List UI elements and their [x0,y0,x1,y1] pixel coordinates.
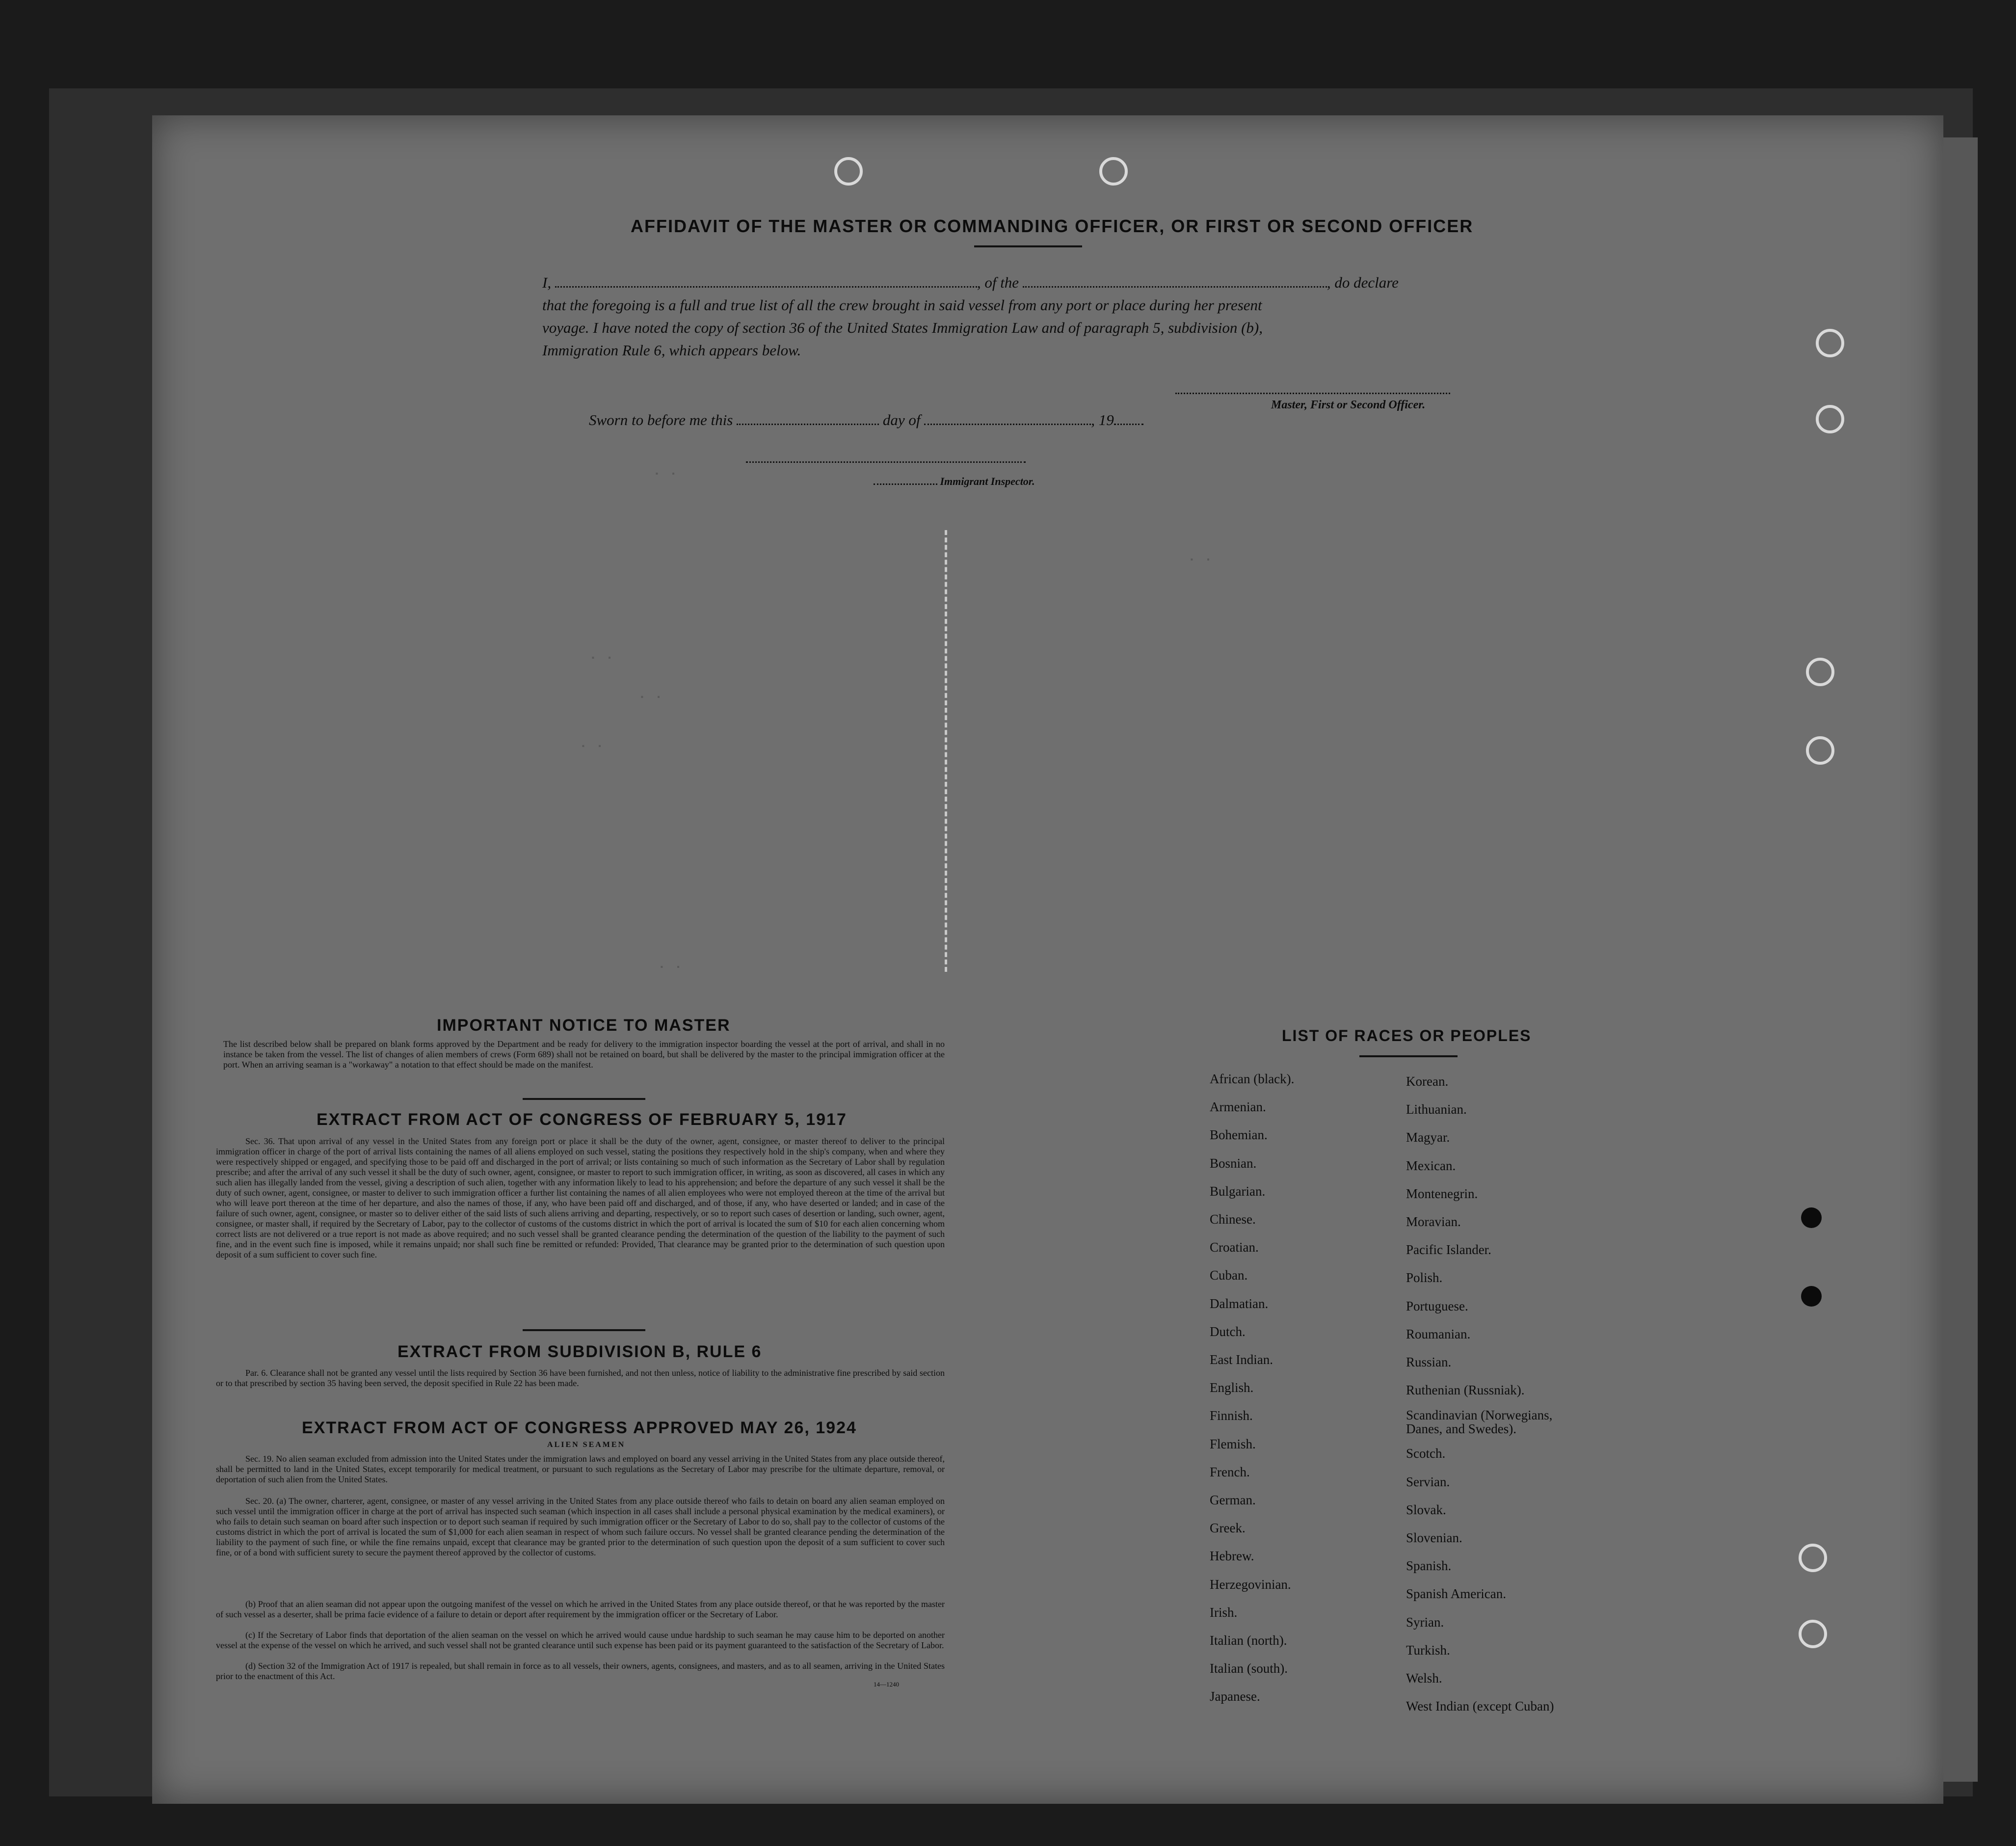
sworn-day-field[interactable] [737,424,879,425]
officer-name-field[interactable] [555,286,977,288]
i-label: I, [542,274,552,291]
race-item: Finnish. [1210,1408,1253,1423]
punched-hole [1801,1286,1822,1307]
form-number: 14—1240 [874,1681,899,1688]
inspector-signature-field[interactable] [746,461,1026,463]
extract-1924-title: EXTRACT FROM ACT OF CONGRESS APPROVED MAY 26, 1924 [302,1418,857,1437]
extract-1924-sec20a: Sec. 20. (a) The owner, charterer, agent, consignee, or master of any vessel arriving in the United States from any place outside thereof who fails to detain on board any alien seaman employed on such vessel until the immigration officer in charge at the port of arrival has inspected such seaman (which inspection in all cases shall include a personal physical examination by the medical examiners), or who fails to detain such seaman on board after such inspection or to deport such seaman if required by such immigration officer or the Secretary of Labor to do so, shall pay to the collector of customs of the customs district in which the port of arrival is located the sum of $1,000 for each alien seaman in respect of whom such failure occurs. No vessel shall be granted clearance pending the determination of the liability to the payment of such fine, or while the fine remains unpaid, except that clearance may be granted prior to the determination of such question upon the deposit of a sum sufficient to cover such fine, or of a bond with sufficient surety to secure the payment thereof approved by the collector of customs. [216,1496,945,1557]
race-item: Italian (north). [1210,1633,1287,1648]
master-signature-field[interactable] [1175,393,1450,394]
master-signature-label: Master, First or Second Officer. [1271,399,1426,411]
race-item: Polish. [1406,1270,1443,1285]
bleed-through-mark: . . [1188,550,1213,565]
race-item: Roumanian. [1406,1326,1471,1341]
race-item: Welsh. [1406,1671,1442,1686]
notice-text: The list described below shall be prepared on blank forms approved by the Department and be ready for delivery to the immigration inspector boarding the vessel at the port of arrival, and shall in no instance be taken from the vessel. The list of changes of alien members of crews (Form 689) shall not be retained on board, but shall be delivered by the master to the principal immigration officer at the port. When an arriving seaman is a "workaway" a notation to that effect should be made on the manifest. [223,1039,945,1070]
extract-1924-sec20c: (c) If the Secretary of Labor finds that deportation of the alien seaman on the vessel on which he arrived would cause undue hardship to such seaman he may cause him to be deported on another vessel at the expense of the vessel on which he arrived, and such vessel shall not be granted clearance until such expense has been paid or its payment guaranteed to the satisfaction of the Secretary of Labor. [216,1630,945,1650]
inspector-label: Immigrant Inspector. [940,475,1035,487]
races-title-rule [1359,1055,1458,1057]
extract-1924-sec19: Sec. 19. No alien seaman excluded from admission into the United States under the immigration laws and employed on board any vessel arriving in the United States from any place outside thereof, shall be permitted to land in the United States, except temporarily for medical treatment, or pursuant to such regulations as the Secretary of Labor may prescribe for the ultimate departure, removal, or deportation of such alien from the United States. [216,1454,945,1484]
race-item: Scotch. [1406,1446,1446,1461]
race-item: Herzegovinian. [1210,1577,1291,1592]
sworn-line [589,411,1143,429]
race-item: Turkish. [1406,1642,1450,1658]
affidavit-body-line: voyage. I have noted the copy of section 36 of the United States Immigration Law and of paragraph 5, subdivision (b), [542,319,1263,336]
race-item: Irish. [1210,1605,1238,1620]
binder-hole [1806,736,1834,765]
race-item: Montenegrin. [1406,1186,1478,1201]
race-item: Spanish. [1406,1558,1452,1574]
declaration-line [542,274,1499,292]
inspector-line [874,475,1035,488]
races-right-column [1406,1068,1568,1720]
race-item: German. [1210,1493,1256,1508]
sworn-year-field[interactable] [1114,424,1143,425]
punched-hole [1801,1207,1822,1228]
bleed-through-mark: . . [658,957,683,972]
bleed-through-mark: . . [589,648,614,663]
section-rule [523,1329,645,1331]
binder-hole [1816,405,1844,433]
race-item: Dutch. [1210,1324,1246,1339]
race-item: Slovenian. [1406,1530,1462,1546]
race-item: Croatian. [1210,1240,1259,1255]
races-left-column [1210,1065,1294,1711]
binder-hole [1799,1544,1827,1572]
race-item: Italian (south). [1210,1661,1288,1676]
race-item: Servian. [1406,1474,1450,1489]
race-item: Portuguese. [1406,1298,1468,1313]
race-item: Hebrew. [1210,1549,1254,1564]
race-item: Spanish American. [1406,1586,1506,1602]
affidavit-body-line: Immigration Rule 6, which appears below. [542,342,801,359]
race-item: Bulgarian. [1210,1183,1266,1199]
sworn-month-field[interactable] [924,424,1091,425]
race-item: English. [1210,1380,1254,1395]
extract-1917-text: Sec. 36. That upon arrival of any vessel in the United States from any foreign port or place it shall be the duty of the owner, agent, consignee, or master thereof to deliver to the principal immigration officer in charge of the port of arrival lists containing the names of all aliens employed on such vessel, stating the positions they respectively hold in the ship's company, when and where they were respectively shipped or engaged, and specifying those to be paid off and discharged in the port of arrival; or lists containing so much of such information as the Secretary of Labor shall by regulation prescribe; and after the arrival of any such vessel it shall be the duty of such owner, agent, consignee, or master to report to such immigration officer, in writing, as soon as discovered, all cases in which any such alien has illegally landed from the vessel, giving a description of such alien, together with any information likely to lead to his apprehension; and before the departure of any such vessel it shall be the duty of such owner, agent, consignee, or master to deliver to such immigration officer a further list containing the names of all alien employees who were not employed thereon at the time of the arrival but who will leave port thereon at the time of her departure, and also the names of those, if any, who have been paid off and discharged, and of those, if any, who have deserted or landed; and in case of the failure of such owner, agent, consignee, or master so to deliver either of the said lists of such aliens arriving and departing, respectively, or so to report such cases of desertion or landing, such owner, agent, consignee, or master shall, if required by the Secretary of Labor, pay to the collector of customs of the customs district in which the port of arrival is located the sum of $10 for each alien concerning whom correct lists are not delivered or a true report is not made as above required; and no such vessel shall be granted clearance pending the determination of the question of the liability to the payment of such fine, and in the event such fine is imposed, while it remains unpaid; nor shall such fine be remitted or refunded: Provided, That clearance may be granted prior to the determination of such question upon deposit of a sum sufficient to cover such fine. [216,1136,945,1259]
races-title: LIST OF RACES OR PEOPLES [1282,1027,1532,1044]
race-item: Pacific Islander. [1406,1242,1491,1257]
affidavit-body-line: that the foregoing is a full and true list of all the crew brought in said vessel from any port or place during her present [542,296,1262,314]
race-item: French. [1210,1464,1250,1479]
race-item: Lithuanian. [1406,1102,1467,1117]
bleed-through-mark: . . [653,464,678,479]
race-item: West Indian (except Cuban) [1406,1699,1554,1714]
race-item: Bohemian. [1210,1127,1268,1143]
extract-1924-subtitle: ALIEN SEAMEN [547,1441,626,1449]
extract-1924-sec20b: (b) Proof that an alien seaman did not appear upon the outgoing manifest of the vessel on which he arrived in the United States from any place outside thereof, or that he was reported by the master of such vessel as a deserter, shall be prima facie evidence of a failure to detain or deport after requirement by the immigration officer or the Secretary of Labor. [216,1599,945,1619]
race-item: Bosnian. [1210,1155,1257,1171]
race-item: Cuban. [1210,1268,1248,1283]
race-item: Ruthenian (Russniak). [1406,1383,1525,1398]
sworn-label: Sworn to before me this [589,411,733,428]
race-item: Scandinavian (Norwegians, Danes, and Swedes). [1406,1408,1553,1437]
race-item: Japanese. [1210,1689,1260,1704]
year-prefix-label: , 19 [1091,411,1114,428]
race-item: African (black). [1210,1071,1295,1086]
extract-rule6-text: Par. 6. Clearance shall not be granted any vessel until the lists required by Section 36 have been furnished, and not then unless, notice of liability to the administrative fine prescribed by said section or to that prescribed by section 35 having been served, the deposit specified in Rule 22 has been made. [216,1368,945,1388]
bleed-through-mark: . . [638,687,663,702]
inspector-dots [874,483,937,485]
affidavit-title: AFFIDAVIT OF THE MASTER OR COMMANDING OFFICER, OR FIRST OR SECOND OFFICER [631,216,1474,236]
do-declare-label: , do declare [1326,274,1399,291]
day-of-label: day of [882,411,921,428]
race-item: Armenian. [1210,1099,1266,1115]
extract-1924-sec20d: (d) Section 32 of the Immigration Act of 1917 is repealed, but shall remain in force as to all vessels, their owners, agents, consignees, and masters, and as to all seamen, arriving in the United States prior to the enactment of this Act. [216,1661,945,1681]
race-item: Dalmatian. [1210,1296,1269,1311]
race-item: Flemish. [1210,1436,1256,1451]
extract-rule6-title: EXTRACT FROM SUBDIVISION B, RULE 6 [398,1342,762,1361]
race-item: Russian. [1406,1355,1452,1370]
bleed-through-dashed-line [945,530,947,972]
binder-hole [1806,658,1834,686]
title-rule [974,245,1082,247]
extract-1917-title: EXTRACT FROM ACT OF CONGRESS OF FEBRUARY 5, 1917 [317,1110,847,1129]
race-item: Korean. [1406,1074,1449,1089]
bleed-through-mark: . . [579,736,604,751]
race-item: Moravian. [1406,1214,1461,1230]
notice-title: IMPORTANT NOTICE TO MASTER [437,1016,731,1035]
race-item: Slovak. [1406,1502,1446,1517]
binder-hole [1816,329,1844,357]
race-item: Mexican. [1406,1158,1456,1173]
race-item: Syrian. [1406,1614,1444,1630]
binder-hole [834,157,863,186]
vessel-name-field[interactable] [1023,286,1327,288]
race-item: Greek. [1210,1521,1246,1536]
race-item: Magyar. [1406,1130,1450,1145]
of-the-label: , of the [977,274,1019,291]
race-item: East Indian. [1210,1352,1273,1367]
binder-hole [1799,1620,1827,1648]
binder-hole [1099,157,1128,186]
section-rule [523,1098,645,1100]
race-item: Chinese. [1210,1212,1256,1227]
